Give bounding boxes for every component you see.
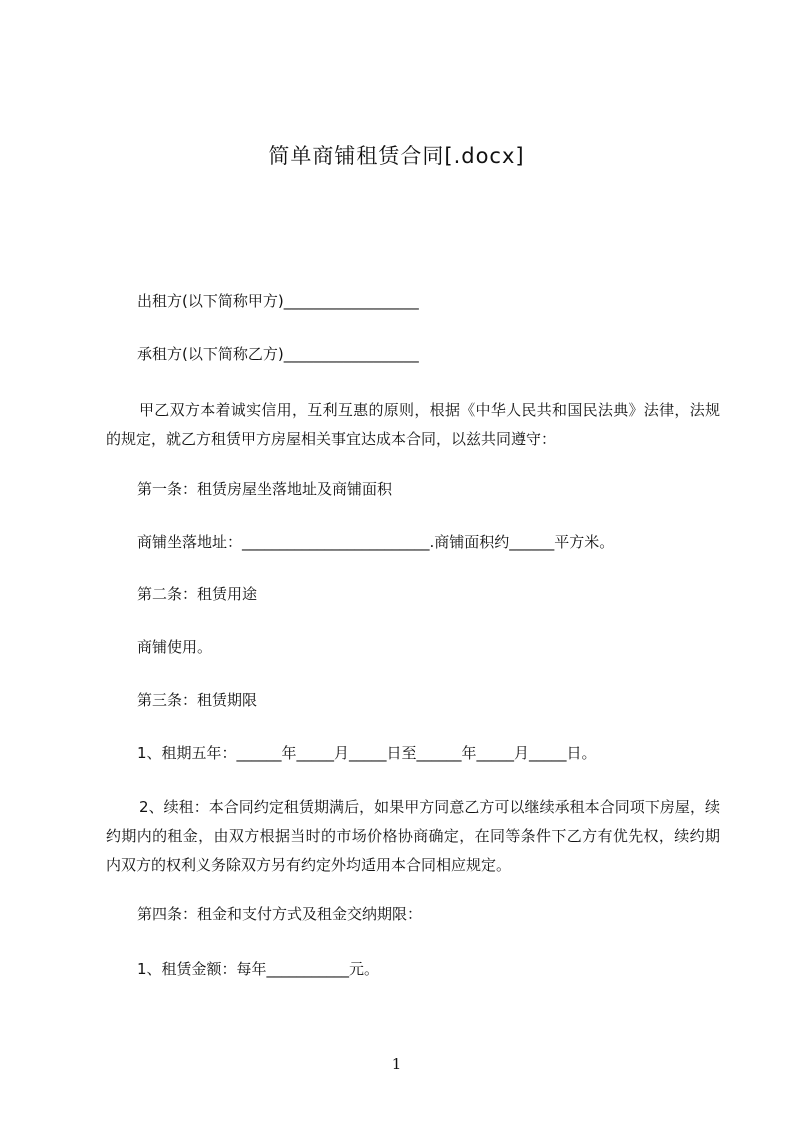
article3-heading: 第三条：租赁期限	[137, 691, 258, 709]
article1-address: 商铺坐落地址：_________________________.商铺面积约______平方米。	[137, 533, 615, 551]
preamble-paragraph: 甲乙双方本着诚实信用，互利互惠的原则，根据《中华人民共和国民法典》法律，法规的规定，就乙方租赁甲方房屋相关事宜达成本合同，以兹共同遵守：	[106, 401, 720, 448]
article2-body: 商铺使用。	[137, 638, 213, 656]
page-number: 1	[391, 1055, 402, 1073]
article1-heading: 第一条：租赁房屋坐落地址及商铺面积	[137, 480, 393, 498]
document-title: 简单商铺租赁合同[.docx]	[268, 144, 525, 168]
article3-item1: 1、租期五年：______年_____月_____日至______年_____月_____日。	[137, 744, 597, 762]
lessor-line: 出租方(以下简称甲方)__________________	[137, 292, 419, 310]
lessee-line: 承租方(以下简称乙方)__________________	[137, 345, 419, 363]
article2-heading: 第二条：租赁用途	[137, 585, 258, 603]
article4-heading: 第四条：租金和支付方式及租金交纳期限：	[137, 905, 423, 923]
article3-item2: 2、续租：本合同约定租赁期满后，如果甲方同意乙方可以继续承租本合同项下房屋，续约期内的租金，由双方根据当时的市场价格协商确定，在同等条件下乙方有优先权，续约期内双方的权利义务除双方另有约定外均适用本合同相应规定。	[106, 798, 720, 874]
article4-item1: 1、租赁金额：每年___________元。	[137, 960, 380, 978]
